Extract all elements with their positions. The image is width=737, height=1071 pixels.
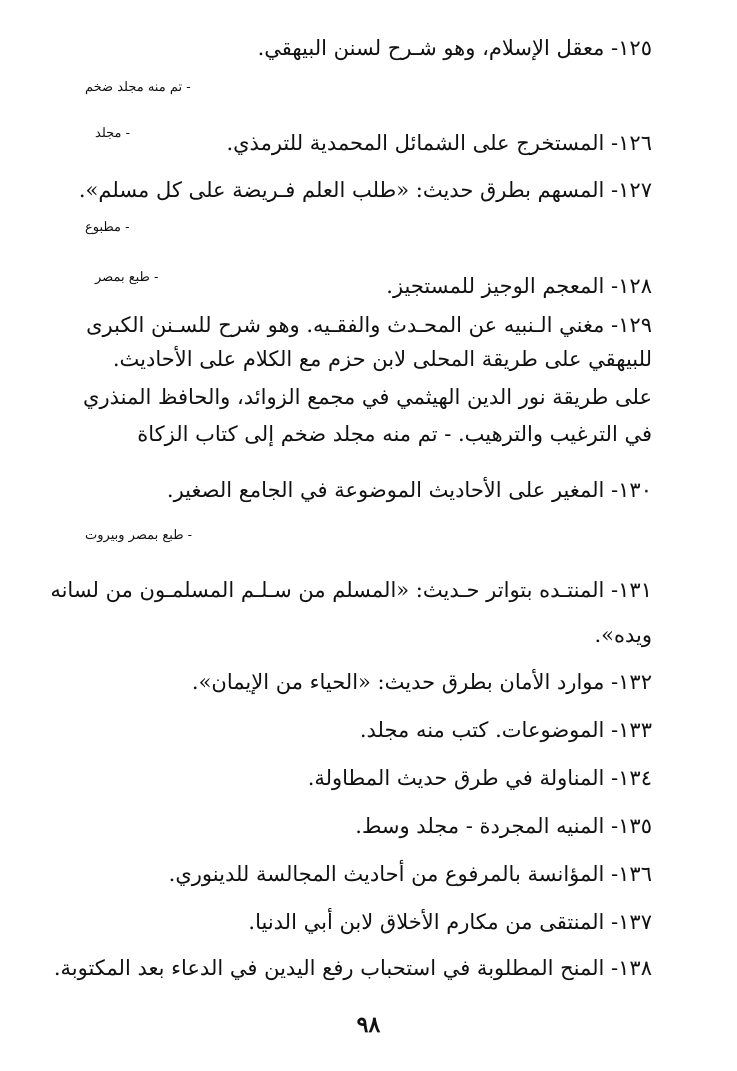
entry-127-line-1: ١٢٧- المسهم بطرق حديث: «طلب العلم فـريضة على كل مسلم».: [78, 178, 652, 202]
entry-129-line-1: ١٢٩- مغني الـنبيه عن المحـدث والفقـيه. وهو شرح للسـنن الكبرى: [86, 313, 652, 337]
entry-131-line-2: ويده».: [594, 623, 652, 647]
entry-130-line-1: ١٣٠- المغير على الأحاديث الموضوعة في الجامع الصغير.: [166, 478, 652, 502]
entry-134-line-1: ١٣٤- المناولة في طرق حديث المطاولة.: [307, 766, 652, 790]
entry-129-line-2: للبيهقي على طريقة المحلى لابن حزم مع الكلام على الأحاديث.: [112, 347, 652, 371]
entry-129-line-3: على طريقة نور الدين الهيثمي في مجمع الزوائد، والحافظ المنذري: [83, 385, 652, 409]
entry-136-line-1: ١٣٦- المؤانسة بالمرفوع من أحاديث المجالسة للدينوري.: [168, 862, 652, 886]
entry-133-line-1: ١٣٣- الموضوعات. كتب منه مجلد.: [359, 718, 652, 742]
entry-128-note: - طبع بمصر: [95, 270, 159, 285]
entry-130-note: - طبع بمصر وبيروت: [85, 528, 193, 543]
entry-131-line-1: ١٣١- المنتـده بتواتر حـديث: «المسلم من سـلـم المسلمـون من لسانه: [50, 578, 652, 602]
entry-129-line-4: في الترغيب والترهيب. - تم منه مجلد ضخم إلى كتاب الزكاة: [137, 422, 652, 446]
entry-125-line-1: ١٢٥- معقل الإسلام، وهو شـرح لسنن البيهقي.: [257, 36, 652, 60]
entry-126-note: - مجلد: [95, 126, 131, 141]
entry-138-line-1: ١٣٨- المنح المطلوبة في استحباب رفع اليدين في الدعاء بعد المكتوبة.: [53, 956, 652, 980]
entry-128-line-1: ١٢٨- المعجم الوجيز للمستجيز.: [386, 274, 652, 298]
entry-137-line-1: ١٣٧- المنتقى من مكارم الأخلاق لابن أبي الدنيا.: [248, 910, 652, 934]
page-number: ٩٨: [356, 1012, 381, 1038]
entry-135-line-1: ١٣٥- المنيه المجردة - مجلد وسط.: [355, 814, 652, 838]
entry-125-note: - تم منه مجلد ضخم: [85, 80, 191, 95]
entry-127-note: - مطبوع: [85, 220, 130, 235]
entry-132-line-1: ١٣٢- موارد الأمان بطرق حديث: «الحياء من الإيمان».: [191, 670, 652, 694]
entry-126-line-1: ١٢٦- المستخرج على الشمائل المحمدية للترمذي.: [226, 131, 652, 155]
